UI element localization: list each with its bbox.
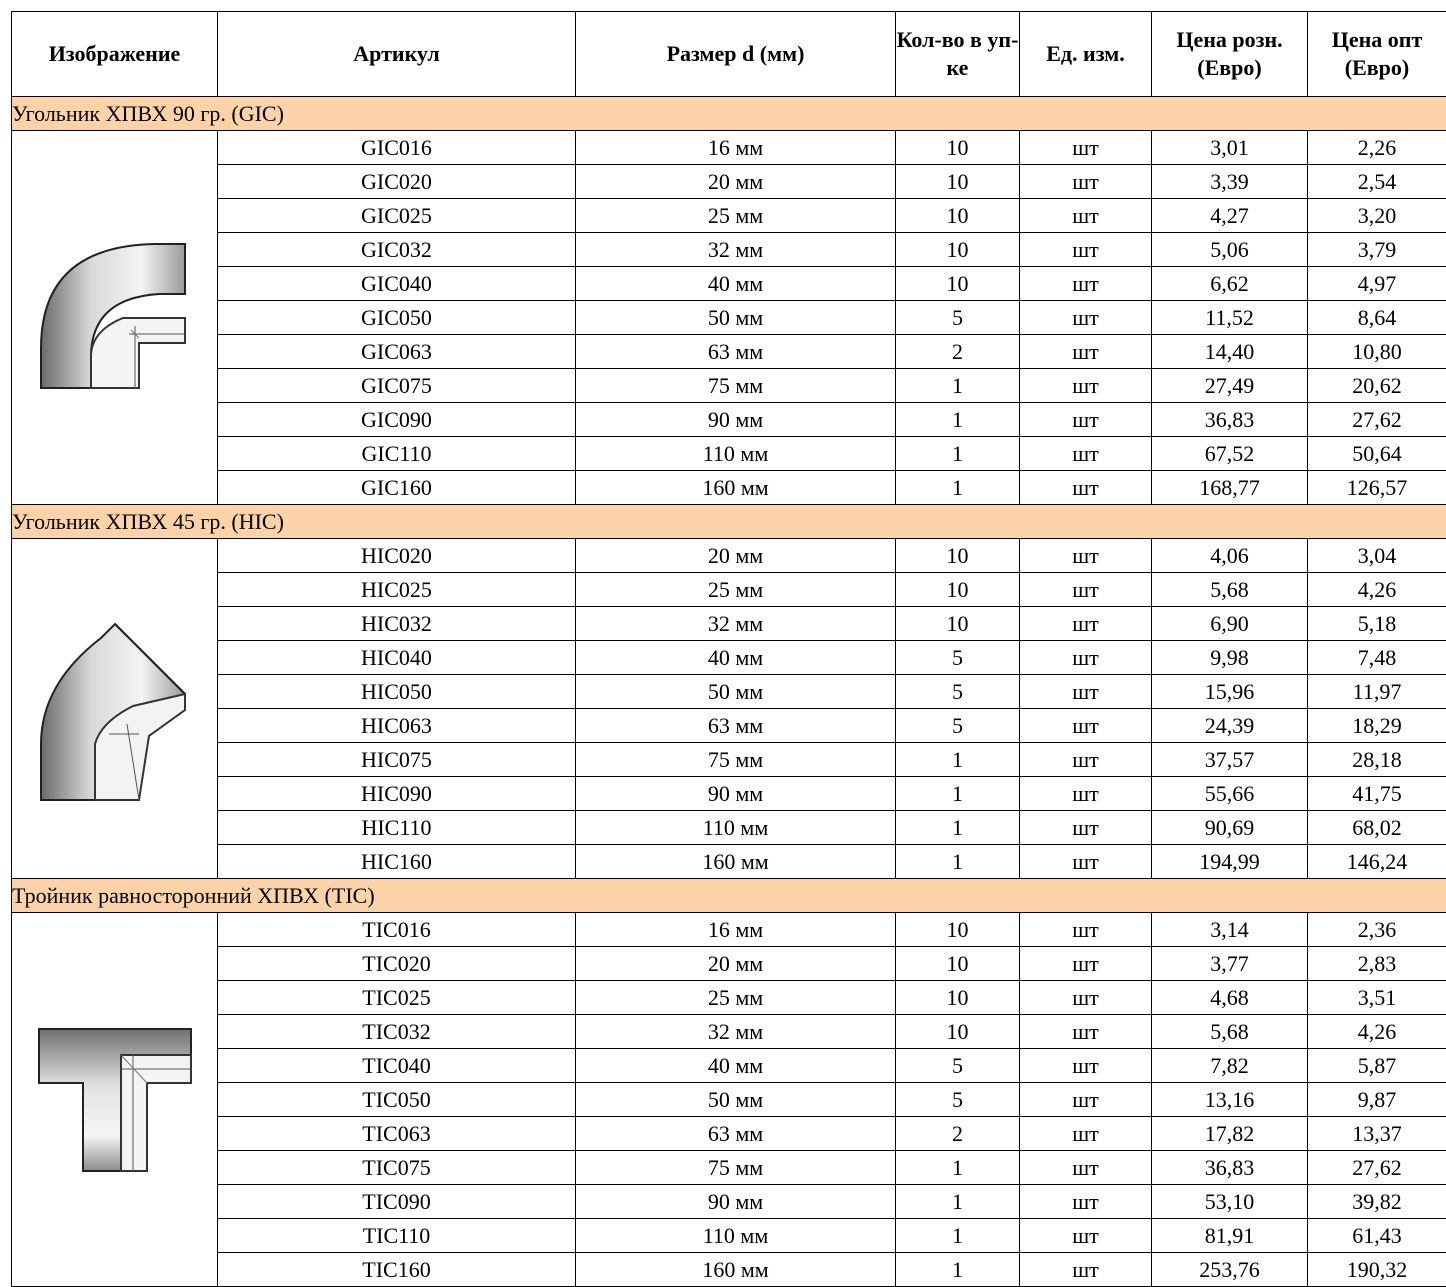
table-row [12,267,1446,301]
cell-wholesale: 2,54 [1308,165,1446,199]
cell-qty: 10 [896,573,1020,607]
cell-unit: шт [1020,1015,1152,1049]
header-image: Изображение [12,12,218,97]
header-wholesale-price: Цена опт (Евро) [1308,12,1446,97]
cell-unit: шт [1020,267,1152,301]
cell-size: 75 мм [576,369,896,403]
cell-retail: 13,16 [1152,1083,1308,1117]
cell-article: HIC063 [218,709,576,743]
cell-retail: 55,66 [1152,777,1308,811]
cell-retail: 4,68 [1152,981,1308,1015]
cell-size: 90 мм [576,1185,896,1219]
cell-wholesale: 5,18 [1308,607,1446,641]
cell-unit: шт [1020,1049,1152,1083]
cell-unit: шт [1020,369,1152,403]
cell-unit: шт [1020,981,1152,1015]
cell-retail: 15,96 [1152,675,1308,709]
cell-size: 160 мм [576,471,896,505]
section-header-row [12,879,1446,913]
product-image-cell [12,131,218,505]
cell-unit: шт [1020,675,1152,709]
cell-wholesale: 3,20 [1308,199,1446,233]
cell-unit: шт [1020,709,1152,743]
cell-article: HIC160 [218,845,576,879]
cell-article: HIC110 [218,811,576,845]
cell-wholesale: 9,87 [1308,1083,1446,1117]
header-retail-price: Цена розн. (Евро) [1152,12,1308,97]
cell-unit: шт [1020,573,1152,607]
cell-unit: шт [1020,437,1152,471]
table-row [12,165,1446,199]
cell-size: 90 мм [576,403,896,437]
cell-qty: 10 [896,1015,1020,1049]
section-header-row [12,97,1446,131]
cell-size: 160 мм [576,1253,896,1287]
cell-unit: шт [1020,165,1152,199]
cell-wholesale: 146,24 [1308,845,1446,879]
table-row [12,845,1446,879]
cell-article: TIC032 [218,1015,576,1049]
table-row [12,131,1446,165]
cell-wholesale: 18,29 [1308,709,1446,743]
cell-size: 16 мм [576,913,896,947]
cell-unit: шт [1020,539,1152,573]
cell-qty: 10 [896,947,1020,981]
cell-size: 40 мм [576,267,896,301]
product-image-cell [12,913,218,1287]
cell-retail: 7,82 [1152,1049,1308,1083]
cell-retail: 5,68 [1152,1015,1308,1049]
table-row [12,607,1446,641]
cell-retail: 194,99 [1152,845,1308,879]
section-title: Тройник равносторонний ХПВХ (TIC) [12,879,1446,913]
cell-wholesale: 8,64 [1308,301,1446,335]
cell-article: TIC025 [218,981,576,1015]
cell-article: HIC050 [218,675,576,709]
cell-unit: шт [1020,1151,1152,1185]
cell-retail: 81,91 [1152,1219,1308,1253]
cell-retail: 11,52 [1152,301,1308,335]
cell-article: TIC160 [218,1253,576,1287]
cell-wholesale: 4,26 [1308,1015,1446,1049]
cell-article: GIC020 [218,165,576,199]
cell-size: 40 мм [576,1049,896,1083]
table-row [12,1049,1446,1083]
cell-article: HIC032 [218,607,576,641]
cell-article: TIC063 [218,1117,576,1151]
cell-wholesale: 20,62 [1308,369,1446,403]
cell-size: 20 мм [576,165,896,199]
cell-qty: 1 [896,811,1020,845]
cell-unit: шт [1020,777,1152,811]
cell-size: 160 мм [576,845,896,879]
cell-retail: 168,77 [1152,471,1308,505]
cell-size: 75 мм [576,1151,896,1185]
table-row [12,777,1446,811]
tee-icon [12,1025,217,1175]
cell-qty: 1 [896,471,1020,505]
cell-size: 20 мм [576,539,896,573]
cell-retail: 5,06 [1152,233,1308,267]
cell-size: 16 мм [576,131,896,165]
cell-retail: 5,68 [1152,573,1308,607]
cell-unit: шт [1020,811,1152,845]
cell-article: GIC032 [218,233,576,267]
section-title: Угольник ХПВХ 90 гр. (GIC) [12,97,1446,131]
cell-wholesale: 27,62 [1308,1151,1446,1185]
cell-wholesale: 3,79 [1308,233,1446,267]
cell-unit: шт [1020,1117,1152,1151]
table-row [12,981,1446,1015]
table-row [12,1185,1446,1219]
cell-article: GIC050 [218,301,576,335]
cell-wholesale: 7,48 [1308,641,1446,675]
table-row [12,437,1446,471]
cell-wholesale: 126,57 [1308,471,1446,505]
cell-qty: 1 [896,437,1020,471]
cell-unit: шт [1020,1185,1152,1219]
cell-qty: 10 [896,199,1020,233]
cell-qty: 1 [896,845,1020,879]
cell-size: 50 мм [576,301,896,335]
cell-qty: 1 [896,777,1020,811]
table-row [12,573,1446,607]
table-row [12,743,1446,777]
table-row [12,1083,1446,1117]
table-row [12,1253,1446,1287]
cell-retail: 9,98 [1152,641,1308,675]
cell-qty: 1 [896,403,1020,437]
cell-qty: 5 [896,301,1020,335]
cell-retail: 17,82 [1152,1117,1308,1151]
cell-retail: 36,83 [1152,1151,1308,1185]
cell-size: 90 мм [576,777,896,811]
cell-wholesale: 3,04 [1308,539,1446,573]
header-unit: Ед. изм. [1020,12,1152,97]
table-row [12,641,1446,675]
cell-unit: шт [1020,1253,1152,1287]
cell-size: 40 мм [576,641,896,675]
cell-retail: 37,57 [1152,743,1308,777]
table-row [12,709,1446,743]
header-row [12,12,1446,97]
table-row [12,301,1446,335]
cell-unit: шт [1020,641,1152,675]
cell-article: GIC025 [218,199,576,233]
table-row [12,369,1446,403]
cell-article: GIC016 [218,131,576,165]
cell-wholesale: 4,97 [1308,267,1446,301]
cell-article: GIC075 [218,369,576,403]
cell-article: TIC050 [218,1083,576,1117]
cell-retail: 3,77 [1152,947,1308,981]
price-table-body [12,97,1446,1287]
cell-retail: 53,10 [1152,1185,1308,1219]
cell-size: 25 мм [576,573,896,607]
cell-size: 25 мм [576,981,896,1015]
cell-qty: 10 [896,913,1020,947]
cell-qty: 10 [896,981,1020,1015]
cell-article: TIC110 [218,1219,576,1253]
elbow-45-icon [12,614,217,804]
cell-article: TIC075 [218,1151,576,1185]
cell-qty: 2 [896,335,1020,369]
cell-unit: шт [1020,607,1152,641]
cell-qty: 10 [896,539,1020,573]
cell-unit: шт [1020,845,1152,879]
cell-article: GIC063 [218,335,576,369]
cell-qty: 10 [896,165,1020,199]
cell-retail: 14,40 [1152,335,1308,369]
cell-unit: шт [1020,1083,1152,1117]
table-row [12,913,1446,947]
cell-article: GIC040 [218,267,576,301]
cell-size: 63 мм [576,335,896,369]
table-row [12,1015,1446,1049]
cell-article: HIC040 [218,641,576,675]
cell-article: HIC090 [218,777,576,811]
cell-retail: 90,69 [1152,811,1308,845]
table-row [12,811,1446,845]
cell-unit: шт [1020,335,1152,369]
cell-retail: 4,27 [1152,199,1308,233]
cell-qty: 5 [896,1049,1020,1083]
cell-size: 32 мм [576,607,896,641]
cell-article: TIC090 [218,1185,576,1219]
cell-size: 25 мм [576,199,896,233]
cell-unit: шт [1020,743,1152,777]
cell-size: 32 мм [576,1015,896,1049]
cell-wholesale: 10,80 [1308,335,1446,369]
cell-wholesale: 190,32 [1308,1253,1446,1287]
cell-size: 75 мм [576,743,896,777]
table-row [12,199,1446,233]
cell-qty: 10 [896,607,1020,641]
cell-article: TIC016 [218,913,576,947]
cell-qty: 1 [896,1219,1020,1253]
cell-size: 110 мм [576,811,896,845]
table-row [12,335,1446,369]
cell-article: TIC020 [218,947,576,981]
cell-qty: 5 [896,1083,1020,1117]
table-row [12,233,1446,267]
cell-retail: 24,39 [1152,709,1308,743]
cell-retail: 4,06 [1152,539,1308,573]
header-qty: Кол-во в уп-ке [896,12,1020,97]
cell-retail: 36,83 [1152,403,1308,437]
cell-article: HIC020 [218,539,576,573]
cell-wholesale: 28,18 [1308,743,1446,777]
product-image-cell [12,539,218,879]
cell-wholesale: 11,97 [1308,675,1446,709]
cell-wholesale: 61,43 [1308,1219,1446,1253]
cell-size: 50 мм [576,675,896,709]
cell-unit: шт [1020,233,1152,267]
cell-qty: 10 [896,233,1020,267]
elbow-90-icon [12,238,217,398]
cell-wholesale: 39,82 [1308,1185,1446,1219]
cell-retail: 3,14 [1152,913,1308,947]
cell-unit: шт [1020,403,1152,437]
section-header-row [12,505,1446,539]
cell-size: 63 мм [576,709,896,743]
cell-unit: шт [1020,947,1152,981]
cell-size: 63 мм [576,1117,896,1151]
cell-article: TIC040 [218,1049,576,1083]
cell-wholesale: 27,62 [1308,403,1446,437]
table-row [12,471,1446,505]
cell-wholesale: 41,75 [1308,777,1446,811]
cell-retail: 3,01 [1152,131,1308,165]
header-article: Артикул [218,12,576,97]
cell-article: GIC160 [218,471,576,505]
cell-wholesale: 13,37 [1308,1117,1446,1151]
cell-unit: шт [1020,913,1152,947]
cell-article: GIC090 [218,403,576,437]
price-table [11,11,1446,1287]
cell-retail: 3,39 [1152,165,1308,199]
cell-size: 110 мм [576,437,896,471]
cell-retail: 253,76 [1152,1253,1308,1287]
cell-size: 32 мм [576,233,896,267]
cell-qty: 1 [896,1253,1020,1287]
table-row [12,1219,1446,1253]
cell-size: 20 мм [576,947,896,981]
cell-unit: шт [1020,1219,1152,1253]
table-row [12,1151,1446,1185]
cell-wholesale: 2,26 [1308,131,1446,165]
cell-qty: 2 [896,1117,1020,1151]
cell-unit: шт [1020,301,1152,335]
cell-wholesale: 2,83 [1308,947,1446,981]
cell-qty: 5 [896,675,1020,709]
cell-qty: 10 [896,131,1020,165]
cell-size: 110 мм [576,1219,896,1253]
cell-qty: 1 [896,1185,1020,1219]
cell-unit: шт [1020,471,1152,505]
cell-article: GIC110 [218,437,576,471]
cell-qty: 10 [896,267,1020,301]
table-row [12,675,1446,709]
cell-wholesale: 4,26 [1308,573,1446,607]
cell-article: HIC075 [218,743,576,777]
cell-wholesale: 3,51 [1308,981,1446,1015]
section-title: Угольник ХПВХ 45 гр. (HIC) [12,505,1446,539]
cell-qty: 5 [896,709,1020,743]
cell-retail: 6,62 [1152,267,1308,301]
cell-qty: 1 [896,743,1020,777]
cell-qty: 1 [896,369,1020,403]
cell-wholesale: 5,87 [1308,1049,1446,1083]
cell-wholesale: 50,64 [1308,437,1446,471]
cell-qty: 5 [896,641,1020,675]
cell-size: 50 мм [576,1083,896,1117]
table-row [12,403,1446,437]
cell-wholesale: 68,02 [1308,811,1446,845]
cell-unit: шт [1020,131,1152,165]
cell-unit: шт [1020,199,1152,233]
table-row [12,947,1446,981]
cell-retail: 27,49 [1152,369,1308,403]
cell-qty: 1 [896,1151,1020,1185]
cell-wholesale: 2,36 [1308,913,1446,947]
cell-article: HIC025 [218,573,576,607]
header-size: Размер d (мм) [576,12,896,97]
table-row [12,1117,1446,1151]
table-row [12,539,1446,573]
cell-retail: 67,52 [1152,437,1308,471]
cell-retail: 6,90 [1152,607,1308,641]
